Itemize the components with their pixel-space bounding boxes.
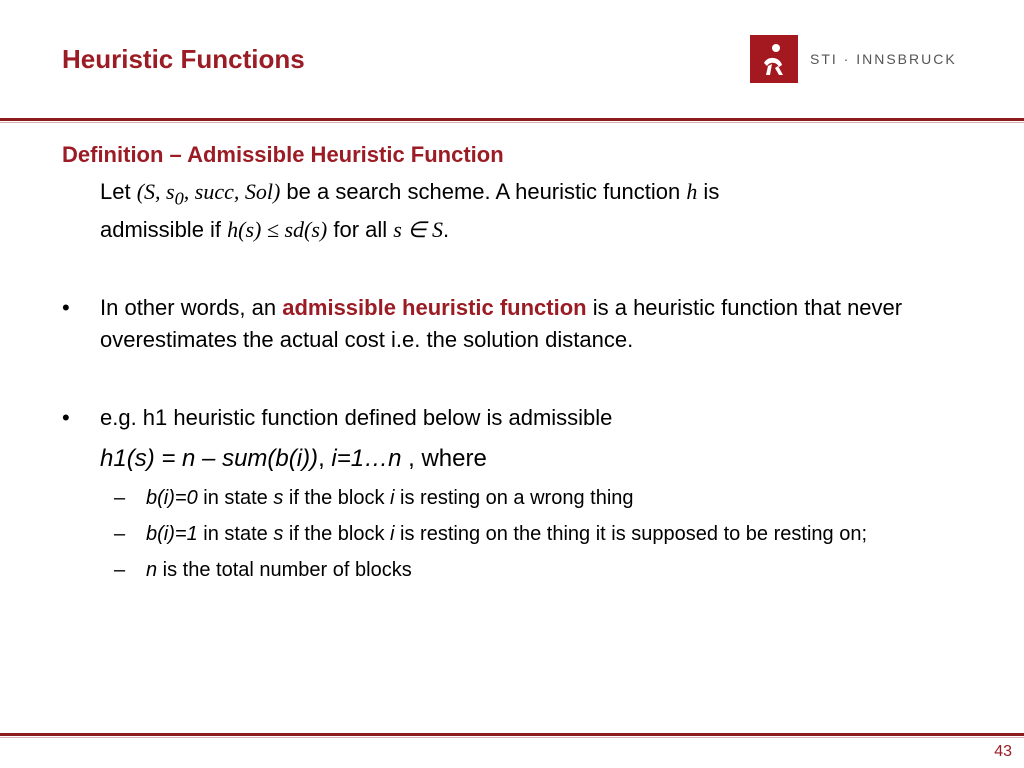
sti-innsbruck-logo: [750, 34, 957, 84]
h-math: h: [686, 179, 698, 204]
sub-bullet-marker: –: [114, 487, 126, 510]
h1-formula: [100, 442, 962, 476]
sub-bullet-item: [114, 520, 946, 548]
bullet-marker: •: [62, 295, 70, 321]
scheme-subscript: 0: [174, 188, 184, 209]
sti-figure-logo-icon: [750, 35, 798, 83]
slide-content: [62, 142, 962, 584]
bullet-text: In other words, an: [100, 295, 283, 321]
bullet-text: e.g. h1 heuristic function defined below is admissible: [100, 405, 613, 431]
slide-title: Heuristic Functions: [62, 44, 305, 74]
bullet-marker: •: [62, 405, 70, 431]
scheme-rest: , succ, Sol): [183, 179, 281, 204]
footer-divider: [0, 733, 1024, 736]
header-divider-shadow: [0, 122, 1024, 123]
bullet-item: [62, 292, 962, 356]
sub-math: n: [146, 559, 158, 582]
sub-var: s: [273, 523, 284, 546]
page-number: 43: [994, 743, 1012, 760]
sub-bullet-item: [114, 556, 946, 584]
condition-math: h(s) ≤ sd(s): [227, 217, 328, 243]
highlight-term: admissible heuristic function: [282, 295, 587, 321]
sub-bullet-marker: –: [114, 523, 126, 546]
scheme-math: [136, 179, 281, 209]
def-text: Let: [100, 179, 137, 204]
header-divider: [0, 118, 1024, 121]
sub-var: i: [390, 487, 395, 510]
bullet-text: is a heuristic function that never overestimates the actual cost i.e. the solution distance.: [100, 295, 903, 353]
def-text: be a search scheme. A heuristic function: [280, 179, 687, 204]
definition-heading: Definition – Admissible Heuristic Function: [62, 142, 504, 167]
def-text: is: [697, 179, 720, 204]
definition-body: [100, 176, 962, 246]
sub-var: s: [273, 487, 284, 510]
formula-end: , where: [401, 445, 487, 473]
sub-text: is resting on a wrong thing: [394, 487, 634, 510]
bullet-item: [62, 402, 962, 434]
def-text: for all: [327, 217, 394, 243]
sub-text: is the total number of blocks: [157, 559, 412, 582]
sub-text: in state: [197, 523, 274, 546]
scheme-open: (S, s: [136, 179, 175, 204]
footer-divider-shadow: [0, 737, 1024, 738]
sub-text: if the block: [283, 523, 391, 546]
sub-var: i: [390, 523, 395, 546]
formula-sep: ,: [318, 445, 332, 473]
sub-text: in state: [197, 487, 274, 510]
sub-math: b(i)=1: [146, 523, 198, 546]
sub-text: if the block: [283, 487, 391, 510]
formula-range: i=1…n: [331, 445, 402, 473]
logo-text: STI · INNSBRUCK: [810, 51, 957, 67]
sub-text: is resting on the thing it is supposed to be resting on;: [394, 523, 867, 546]
sub-math: b(i)=0: [146, 487, 198, 510]
sub-bullet-item: [114, 484, 946, 512]
def-text: .: [443, 217, 450, 243]
membership-math: s ∈ S: [393, 217, 443, 243]
def-text: admissible if: [100, 217, 228, 243]
formula-expression: h1(s) = n – sum(b(i)): [100, 445, 319, 473]
sub-bullet-marker: –: [114, 559, 126, 582]
